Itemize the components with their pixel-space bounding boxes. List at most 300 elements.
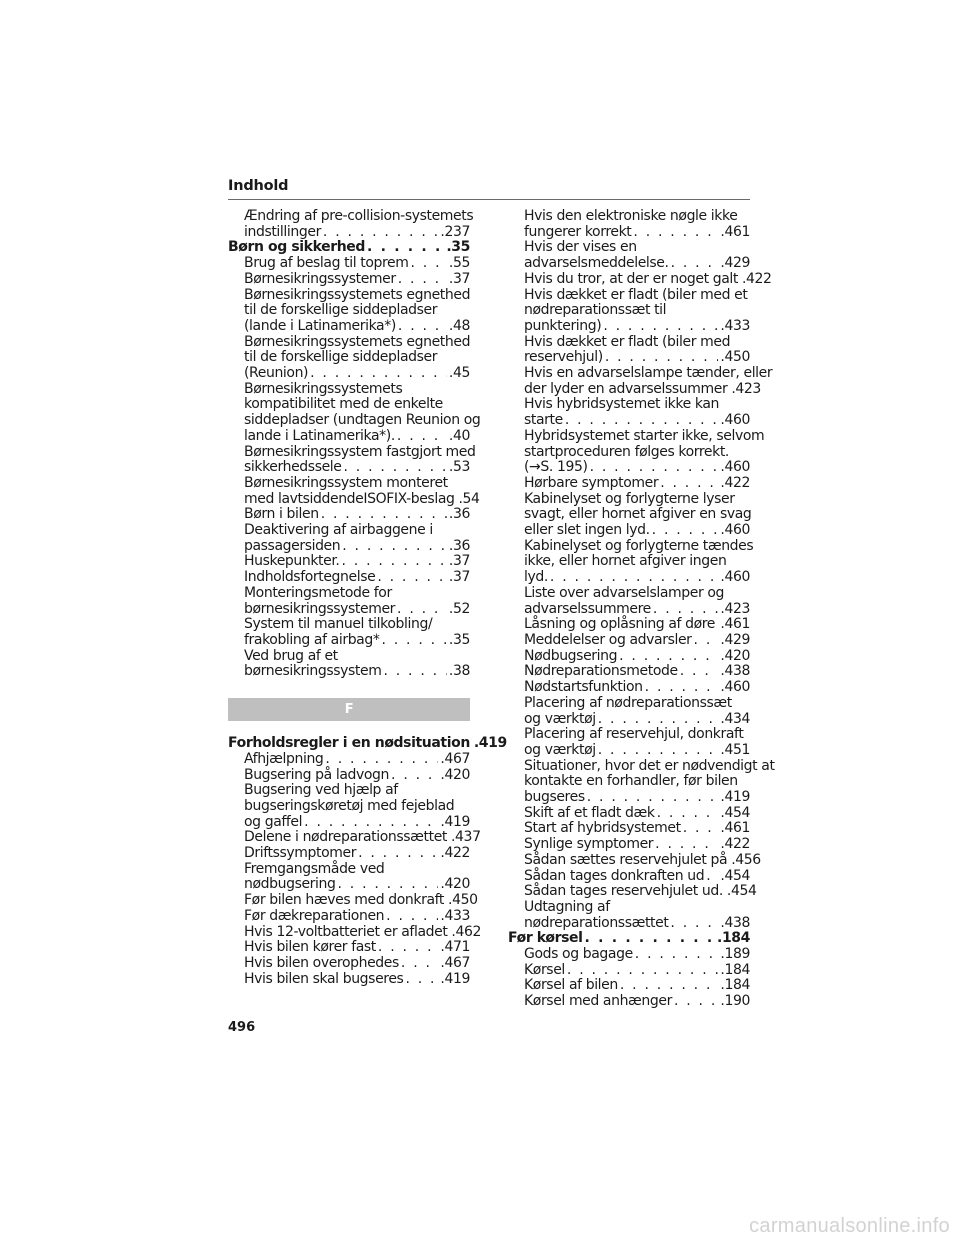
- left-entries-before: [228, 208, 481, 680]
- dot-leader: [674, 994, 718, 1010]
- index-sub-entry: [508, 240, 750, 271]
- entry-leader-row: [244, 554, 470, 570]
- index-column-left: [228, 208, 507, 987]
- entry-label: eller slet ingen lyd.: [524, 522, 650, 539]
- right-entries: [508, 208, 775, 1010]
- index-sub-entry: [508, 696, 750, 727]
- entry-leader-row: [524, 617, 750, 633]
- entry-page-number: .461: [720, 820, 750, 837]
- entry-page-number: .37: [448, 553, 470, 570]
- index-sub-entry: [228, 474, 480, 507]
- entry-leader-row: [524, 821, 750, 837]
- dot-leader: [405, 972, 438, 988]
- entry-page-number: .52: [448, 600, 470, 617]
- entry-leader-row: [524, 523, 750, 539]
- entry-label: Hvis bilen overophedes: [244, 954, 399, 971]
- entry-leader-row: [524, 837, 750, 853]
- entry-leader-row: [244, 633, 470, 649]
- index-sub-entry: [508, 427, 765, 476]
- dot-leader: [342, 539, 447, 555]
- entry-leader-row: [244, 664, 470, 680]
- entry-line: startproceduren følges korrekt.: [524, 443, 729, 460]
- dot-leader: [321, 507, 447, 523]
- dot-leader: [652, 523, 719, 539]
- entry-page-number: .451: [720, 741, 750, 758]
- entry-page-number: .37: [448, 569, 470, 586]
- entry-page-number: .434: [720, 710, 750, 727]
- entry-leader-row: [228, 735, 507, 752]
- entry-label: Børn og sikkerhed: [228, 239, 366, 256]
- entry-leader-row: [524, 743, 750, 759]
- entry-label: Gods og bagage: [524, 946, 633, 963]
- index-sub-entry: [228, 829, 481, 846]
- dot-leader: [397, 429, 447, 445]
- entry-label: og værktøj: [524, 741, 596, 758]
- index-sub-entry: [508, 664, 750, 680]
- index-sub-entry: [508, 806, 750, 822]
- entry-label: Sådan tages reservehjulet ud.: [524, 883, 723, 900]
- entry-page-number: .460: [720, 569, 750, 586]
- index-sub-entry: [508, 335, 750, 366]
- entry-label: Børn i bilen: [244, 506, 319, 523]
- entry-page-number: .422: [720, 474, 750, 491]
- entry-label: lyd.: [524, 569, 548, 586]
- entry-line: Deaktivering af airbaggene i: [244, 522, 433, 539]
- index-sub-entry: [508, 586, 750, 617]
- index-sub-entry: [228, 554, 470, 570]
- dot-leader: [341, 554, 446, 570]
- entry-leader-row: [524, 225, 750, 241]
- entry-page-number: .40: [448, 427, 470, 444]
- entry-leader-row: [524, 413, 750, 429]
- entry-label: nødbugsering: [244, 876, 336, 893]
- entry-page-number: .419: [440, 813, 470, 830]
- index-sub-entry: [228, 649, 470, 680]
- entry-leader-row: [228, 240, 470, 256]
- entry-leader-row: [524, 947, 750, 963]
- entry-page-number: .450: [720, 349, 750, 366]
- section-letter-band: F: [228, 698, 470, 721]
- entry-label: passagersiden: [244, 537, 341, 554]
- index-sub-entry: [228, 256, 470, 272]
- entry-label: fungerer korrekt: [524, 223, 632, 240]
- index-sub-entry: [508, 633, 750, 649]
- index-sub-entry: [508, 994, 750, 1010]
- entry-page-number: .450: [448, 892, 478, 909]
- index-sub-entry: [508, 821, 750, 837]
- entry-page-number: .460: [720, 412, 750, 429]
- entry-label: med lavtsiddendeISOFIX-beslag: [244, 490, 455, 507]
- entry-leader-row: [524, 319, 750, 335]
- index-sub-entry: [228, 783, 470, 830]
- index-sub-entry: [508, 476, 750, 492]
- dot-leader: [304, 815, 438, 831]
- entry-label: sikkerhedssele: [244, 459, 342, 476]
- entry-leader-row: [244, 366, 470, 382]
- entry-label: Hvis du tror, at der er noget galt: [524, 270, 738, 287]
- entry-line: Hybridsystemet starter ikke, selvom: [524, 427, 765, 444]
- entry-page-number: .189: [720, 946, 750, 963]
- entry-page-number: .237: [440, 223, 470, 240]
- entry-page-number: .420: [440, 876, 470, 893]
- entry-label: Nødbugsering: [524, 647, 618, 664]
- entry-line: Børnesikringssystemets: [244, 380, 403, 397]
- entry-label: bugseres: [524, 789, 585, 806]
- entry-label: (→S. 195): [524, 459, 588, 476]
- index-sub-entry: [508, 617, 750, 633]
- index-sub-entry: [228, 940, 470, 956]
- entry-leader-row: [244, 429, 470, 445]
- entry-label: Før bilen hæves med donkraft: [244, 892, 445, 909]
- entry-label: Synlige symptomer: [524, 836, 654, 853]
- dot-leader: [565, 413, 719, 429]
- entry-label: Sådan tages donkraften ud: [524, 867, 705, 884]
- entry-label: advarselsmeddelelse.: [524, 255, 669, 272]
- dot-leader: [398, 272, 447, 288]
- entry-leader-row: [244, 877, 470, 893]
- entry-label: punktering): [524, 317, 602, 334]
- entry-page-number: .48: [448, 317, 470, 334]
- entry-line: Hvis der vises en: [524, 239, 637, 256]
- entry-page-number: .462: [451, 923, 481, 940]
- entry-label: reservehjul): [524, 349, 603, 366]
- entry-label: nødreparationssættet: [524, 914, 669, 931]
- dot-leader: [619, 649, 718, 665]
- dot-leader: [378, 940, 439, 956]
- entry-page-number: .422: [741, 270, 772, 287]
- index-sub-entry: [228, 507, 470, 523]
- entry-leader-row: [244, 752, 470, 768]
- entry-label: (Reunion): [244, 365, 309, 382]
- entry-leader-row: [524, 570, 750, 586]
- entry-page-number: .36: [448, 537, 470, 554]
- entry-line: Børnesikringssystem monteret: [244, 474, 448, 491]
- dot-leader: [683, 821, 719, 837]
- entry-label: Før kørsel: [508, 930, 583, 947]
- dot-leader: [635, 947, 719, 963]
- dot-leader: [657, 806, 719, 822]
- index-sub-entry: [228, 892, 478, 909]
- dot-leader: [325, 752, 438, 768]
- index-column-right: [508, 208, 775, 1010]
- dot-leader: [398, 319, 447, 335]
- entry-page-number: .433: [720, 317, 750, 334]
- entry-page-number: .467: [440, 750, 470, 767]
- entry-label: Låsning og oplåsning af døre: [524, 616, 716, 633]
- entry-page-number: .35: [448, 631, 470, 648]
- dot-leader: [655, 837, 718, 853]
- dot-leader: [598, 743, 719, 759]
- entry-label: Skift af et fladt dæk: [524, 804, 655, 821]
- watermark: carmanualsonline.info: [749, 1215, 950, 1237]
- entry-line: Ved brug af et: [244, 647, 338, 664]
- entry-leader-row: [524, 851, 761, 869]
- dot-leader: [633, 225, 718, 241]
- index-sub-entry: [228, 586, 470, 617]
- index-main-entry: [228, 735, 507, 752]
- entry-page-number: .55: [448, 255, 470, 272]
- entry-leader-row: [244, 940, 470, 956]
- entry-leader-row: [524, 664, 750, 680]
- dot-leader: [706, 869, 718, 885]
- index-sub-entry: [508, 209, 750, 240]
- entry-page-number: .419: [473, 735, 507, 752]
- entry-leader-row: [244, 923, 481, 941]
- entry-leader-row: [524, 712, 750, 728]
- entry-label: Børnesikringssystemer: [244, 270, 396, 287]
- entry-label: Kørsel: [524, 961, 565, 978]
- dot-leader: [337, 877, 438, 893]
- entry-label: Hørbare symptomer: [524, 474, 659, 491]
- dot-leader: [411, 256, 447, 272]
- entry-label: Bugsering på ladvogn: [244, 766, 390, 783]
- entry-leader-row: [244, 829, 481, 846]
- entry-page-number: .423: [731, 380, 761, 397]
- entry-label: starte: [524, 412, 563, 429]
- entry-line: siddepladser (undtagen Reunion og: [244, 412, 481, 429]
- entry-label: frakobling af airbag*: [244, 631, 380, 648]
- index-sub-entry: [508, 947, 750, 963]
- entry-label: (lande i Latinamerika*): [244, 317, 396, 334]
- entry-leader-row: [508, 931, 750, 947]
- entry-label: Driftssymptomer: [244, 845, 357, 862]
- entry-page-number: .419: [720, 789, 750, 806]
- entry-label: advarselssummere: [524, 600, 651, 617]
- entry-leader-row: [524, 994, 750, 1010]
- entry-leader-row: [524, 460, 750, 476]
- entry-page-number: .460: [720, 679, 750, 696]
- entry-line: svagt, eller hornet afgiver en svag: [524, 506, 752, 523]
- entry-line: nødreparationssæt til: [524, 302, 667, 319]
- entry-line: Hvis den elektroniske nøgle ikke: [524, 208, 738, 224]
- entry-page-number: .184: [720, 977, 750, 994]
- entry-line: Børnesikringssystem fastgjort med: [244, 443, 476, 460]
- entry-line: Monteringsmetode for: [244, 584, 392, 601]
- index-sub-entry: [228, 380, 481, 445]
- index-sub-entry: [228, 335, 470, 382]
- index-sub-entry: [228, 846, 470, 862]
- entry-leader-row: [244, 570, 470, 586]
- index-main-entry: [508, 931, 750, 947]
- index-sub-entry: [228, 288, 470, 335]
- entry-line: Kabinelyset og forlygterne tændes: [524, 537, 754, 554]
- entry-line: kontakte en forhandler, før bilen: [524, 773, 738, 790]
- entry-leader-row: [524, 916, 750, 932]
- dot-leader: [671, 256, 719, 272]
- entry-line: bugseringskøretøj med fejeblad: [244, 797, 455, 814]
- entry-label: Kørsel med anhænger: [524, 993, 672, 1010]
- entry-page-number: .438: [720, 663, 750, 680]
- dot-leader: [590, 460, 719, 476]
- dot-leader: [323, 225, 439, 241]
- dot-leader: [381, 633, 446, 649]
- entry-label: Delene i nødreparationssættet: [244, 829, 447, 846]
- index-sub-entry: [508, 365, 773, 397]
- entry-leader-row: [524, 256, 750, 272]
- index-sub-entry: [508, 492, 750, 539]
- dot-leader: [358, 846, 438, 862]
- entry-line: Udtagning af: [524, 898, 610, 915]
- entry-leader-row: [524, 380, 761, 398]
- dot-leader: [344, 460, 447, 476]
- dot-leader: [567, 963, 719, 979]
- entry-page-number: .190: [720, 993, 750, 1010]
- entry-leader-row: [524, 633, 750, 649]
- entry-leader-row: [524, 602, 750, 618]
- entry-page-number: .429: [720, 255, 750, 272]
- entry-page-number: .36: [448, 506, 470, 523]
- entry-leader-row: [524, 680, 750, 696]
- entry-page-number: .420: [440, 766, 470, 783]
- entry-line: Bugsering ved hjælp af: [244, 782, 398, 799]
- entry-leader-row: [524, 869, 750, 885]
- entry-page-number: .433: [440, 907, 470, 924]
- entry-page-number: .461: [720, 223, 750, 240]
- dot-leader: [587, 790, 719, 806]
- entry-page-number: .471: [440, 939, 470, 956]
- entry-leader-row: [244, 319, 470, 335]
- entry-page-number: .53: [448, 459, 470, 476]
- entry-page-number: .54: [458, 490, 480, 507]
- entry-label: og værktøj: [524, 710, 596, 727]
- entry-label: indstillinger: [244, 223, 321, 240]
- entry-page-number: .422: [440, 845, 470, 862]
- dot-leader: [620, 978, 719, 994]
- index-sub-entry: [508, 963, 750, 979]
- dot-leader: [550, 570, 719, 586]
- entry-label: Sådan sættes reservehjulet på: [524, 851, 728, 868]
- entry-line: til de forskellige siddepladser: [244, 349, 438, 366]
- entry-line: Hvis en advarselslampe tænder, eller: [524, 365, 773, 382]
- entry-leader-row: [524, 476, 750, 492]
- index-sub-entry: [508, 900, 750, 931]
- index-sub-entry: [508, 537, 754, 586]
- index-sub-entry: [228, 208, 474, 240]
- entry-label: Brug af beslag til toprem: [244, 255, 409, 272]
- entry-page-number: .420: [720, 647, 750, 664]
- index-sub-entry: [228, 570, 470, 586]
- dot-leader: [397, 602, 447, 618]
- dot-leader: [310, 366, 447, 382]
- index-sub-entry: [508, 837, 750, 853]
- entry-leader-row: [524, 350, 750, 366]
- index-sub-entry: [228, 443, 476, 476]
- index-sub-entry: [228, 956, 470, 972]
- entry-label: Start af hybridsystemet: [524, 820, 681, 837]
- entry-page-number: .429: [720, 631, 750, 648]
- header-divider: [228, 199, 750, 200]
- entry-leader-row: [244, 490, 480, 508]
- entry-leader-row: [244, 909, 470, 925]
- index-sub-entry: [228, 909, 470, 925]
- entry-line: kompatibilitet med de enkelte: [244, 396, 443, 413]
- entry-leader-row: [524, 978, 750, 994]
- index-sub-entry: [228, 972, 470, 988]
- index-main-entry: [228, 240, 470, 256]
- index-sub-entry: [508, 397, 750, 428]
- entry-label: Indholdsfortegnelse: [244, 569, 376, 586]
- entry-page-number: .423: [720, 600, 750, 617]
- entry-label: børnesikringssystem: [244, 663, 382, 680]
- entry-line: Hvis dækket er fladt (biler med et: [524, 286, 748, 303]
- entry-label: Kørsel af bilen: [524, 977, 618, 994]
- index-sub-entry: [508, 727, 750, 758]
- dot-leader: [603, 319, 718, 335]
- entry-page-number: .437: [451, 829, 481, 846]
- dot-leader: [694, 633, 719, 649]
- dot-leader: [717, 617, 718, 633]
- entry-label: Nødreparationsmetode: [524, 663, 678, 680]
- index-sub-entry: [228, 923, 481, 941]
- entry-line: Børnesikringssystemets egnethed: [244, 333, 471, 350]
- entry-page-number: .35: [446, 239, 470, 256]
- entry-label: Huskepunkter.: [244, 553, 340, 570]
- index-sub-entry: [228, 862, 470, 893]
- index-sub-entry: [508, 649, 750, 665]
- entry-label: Nødstartsfunktion: [524, 679, 643, 696]
- entry-page-number: .456: [731, 851, 761, 868]
- entry-leader-row: [524, 790, 750, 806]
- index-sub-entry: [508, 978, 750, 994]
- dot-leader: [367, 240, 444, 256]
- dot-leader: [386, 909, 438, 925]
- dot-leader: [680, 664, 719, 680]
- entry-label: Afhjælpning: [244, 750, 324, 767]
- entry-line: Fremgangsmåde ved: [244, 860, 385, 877]
- entry-page-number: .45: [448, 365, 470, 382]
- entry-leader-row: [524, 963, 750, 979]
- index-sub-entry: [228, 272, 470, 288]
- entry-label: der lyder en advarselssummer: [524, 380, 728, 397]
- entry-leader-row: [244, 956, 470, 972]
- entry-label: Forholdsregler i en nødsituation: [228, 735, 470, 752]
- entry-leader-row: [244, 460, 470, 476]
- entry-label: og gaffel: [244, 813, 303, 830]
- entry-line: Placering af nødreparationssæt: [524, 694, 732, 711]
- entry-leader-row: [244, 225, 470, 241]
- page-number: 496: [228, 1020, 256, 1035]
- entry-label: Hvis bilen skal bugseres: [244, 970, 404, 987]
- dot-leader: [585, 931, 716, 947]
- entry-leader-row: [244, 972, 470, 988]
- entry-line: Børnesikringssystemets egnethed: [244, 286, 471, 303]
- entry-line: Ændring af pre-collision-systemets: [244, 208, 474, 224]
- dot-leader: [383, 664, 446, 680]
- dot-leader: [605, 350, 719, 366]
- entry-leader-row: [244, 272, 470, 288]
- entry-leader-row: [244, 815, 470, 831]
- dot-leader: [645, 680, 719, 696]
- entry-page-number: .461: [720, 616, 750, 633]
- entry-leader-row: [244, 768, 470, 784]
- entry-page-number: .460: [720, 459, 750, 476]
- entry-line: Hvis dækket er fladt (biler med: [524, 333, 731, 350]
- entry-page-number: .438: [720, 914, 750, 931]
- dot-leader: [401, 956, 439, 972]
- entry-page-number: .422: [720, 836, 750, 853]
- dot-leader: [670, 916, 718, 932]
- entry-leader-row: [524, 806, 750, 822]
- entry-line: Situationer, hvor det er nødvendigt at: [524, 757, 775, 774]
- entry-leader-row: [244, 846, 470, 862]
- entry-leader-row: [244, 602, 470, 618]
- entry-page-number: .38: [448, 663, 470, 680]
- entry-label: Hvis bilen kører fast: [244, 939, 376, 956]
- index-sub-entry: [508, 869, 750, 885]
- dot-leader: [660, 476, 718, 492]
- index-sub-entry: [228, 768, 470, 784]
- dot-leader: [598, 712, 719, 728]
